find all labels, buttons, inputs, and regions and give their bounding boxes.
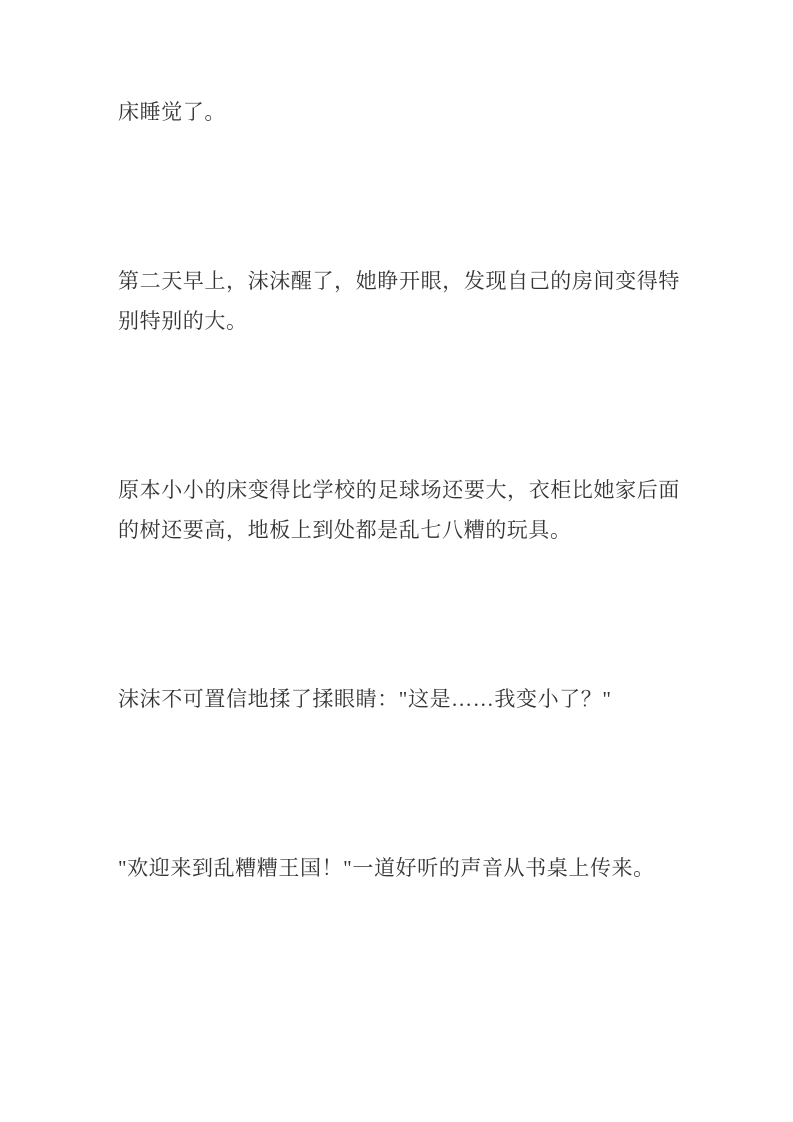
article-body bbox=[118, 92, 680, 888]
story-paragraph-2: 第二天早上，沫沫醒了，她睁开眼，发现自己的房间变得特别特别的大。 bbox=[118, 269, 680, 333]
story-paragraph-5: "欢迎来到乱糟糟王国！"一道好听的声音从书桌上传来。 bbox=[118, 856, 655, 880]
story-paragraph-3: 原本小小的床变得比学校的足球场还要大，衣柜比她家后面的树还要高，地板上到处都是乱七八糟的玩具。 bbox=[118, 478, 680, 542]
story-paragraph-1: 床睡觉了。 bbox=[118, 100, 226, 124]
story-paragraph-4: 沫沫不可置信地揉了揉眼睛："这是……我变小了？" bbox=[118, 687, 612, 711]
